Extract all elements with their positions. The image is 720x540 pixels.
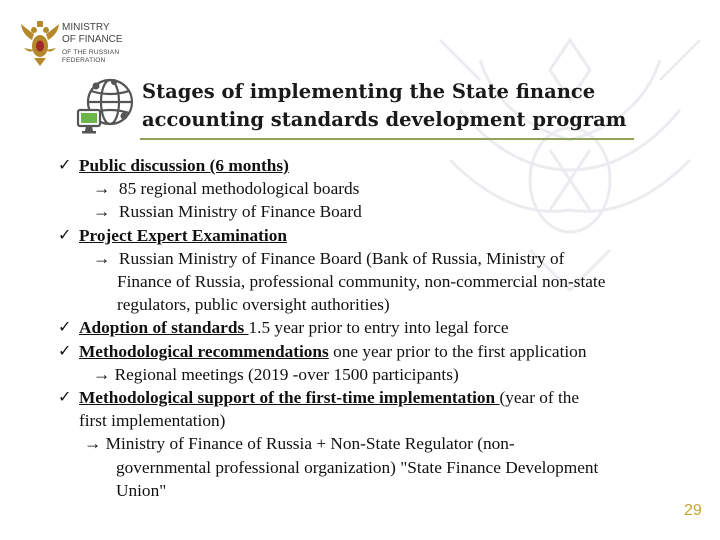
list-item: [58, 316, 698, 339]
sub-item-text: Regional meetings (2019 -over 1500 participants): [114, 364, 459, 384]
sub-item: [58, 200, 698, 223]
sub-item-text: Russian Ministry of Finance Board (Bank of Russia, Ministry of: [118, 248, 565, 268]
list-item: [58, 224, 698, 247]
item-title: Public discussion (6 months): [79, 156, 289, 175]
page-number: 29: [684, 502, 702, 519]
sub-item-text: 85 regional methodological boards: [118, 179, 360, 199]
ministry-line3: OF THE RUSSIAN: [62, 49, 120, 56]
item-text: (year of the: [499, 388, 580, 408]
sub-item-continuation: governmental professional organization) "State Finance Development: [116, 457, 599, 477]
title-line-1: Stages of implementing the State finance: [142, 80, 596, 103]
ministry-line1: MINISTRY: [62, 22, 110, 33]
title-divider: [140, 138, 634, 140]
double-headed-eagle-icon: [20, 20, 60, 68]
item-title: Methodological recommendations: [79, 341, 329, 361]
sub-item-text: Ministry of Finance of Russia + Non-State Regulator (non-: [105, 434, 515, 454]
page-title: [142, 78, 642, 134]
checkmark-icon: ✓: [58, 342, 72, 360]
arrow-icon: →: [84, 434, 102, 454]
checkmark-icon: ✓: [58, 226, 72, 244]
list-item: [58, 340, 698, 363]
ministry-line4: FEDERATION: [62, 56, 106, 64]
sub-item: [58, 432, 698, 455]
sub-item-continuation: Union": [116, 480, 167, 500]
item-text: 1.5 year prior to entry into legal force: [248, 318, 509, 338]
sub-item-continuation: regulators, public oversight authorities): [117, 295, 390, 315]
checkmark-icon: ✓: [58, 157, 72, 174]
ministry-line2: OF FINANCE: [62, 34, 123, 45]
sub-item: [58, 363, 698, 386]
checkmark-icon: ✓: [58, 389, 72, 407]
ministry-name: [62, 22, 182, 65]
item-continuation: first implementation): [79, 411, 226, 431]
arrow-icon: →: [93, 248, 111, 268]
list-item: [58, 154, 698, 177]
sub-item-continuation: Finance of Russia, professional community, non-commercial non-state: [117, 272, 606, 292]
item-title: Adoption of standards: [79, 318, 249, 338]
item-title: Methodological support of the first-time implementation: [79, 388, 500, 408]
sub-item-text: Russian Ministry of Finance Board: [118, 202, 362, 222]
item-text: one year prior to the first application: [328, 341, 587, 361]
list-item: [58, 386, 698, 409]
sub-item: [58, 177, 698, 200]
arrow-icon: →: [93, 179, 111, 199]
checkmark-icon: ✓: [58, 319, 72, 337]
arrow-icon: →: [93, 364, 111, 384]
stages-list: [58, 154, 698, 502]
item-title: Project Expert Examination: [79, 225, 287, 245]
globe-monitor-icon: [76, 76, 138, 138]
sub-item: [58, 247, 698, 270]
title-line-2: accounting standards development program: [142, 108, 627, 131]
arrow-icon: →: [93, 202, 111, 222]
